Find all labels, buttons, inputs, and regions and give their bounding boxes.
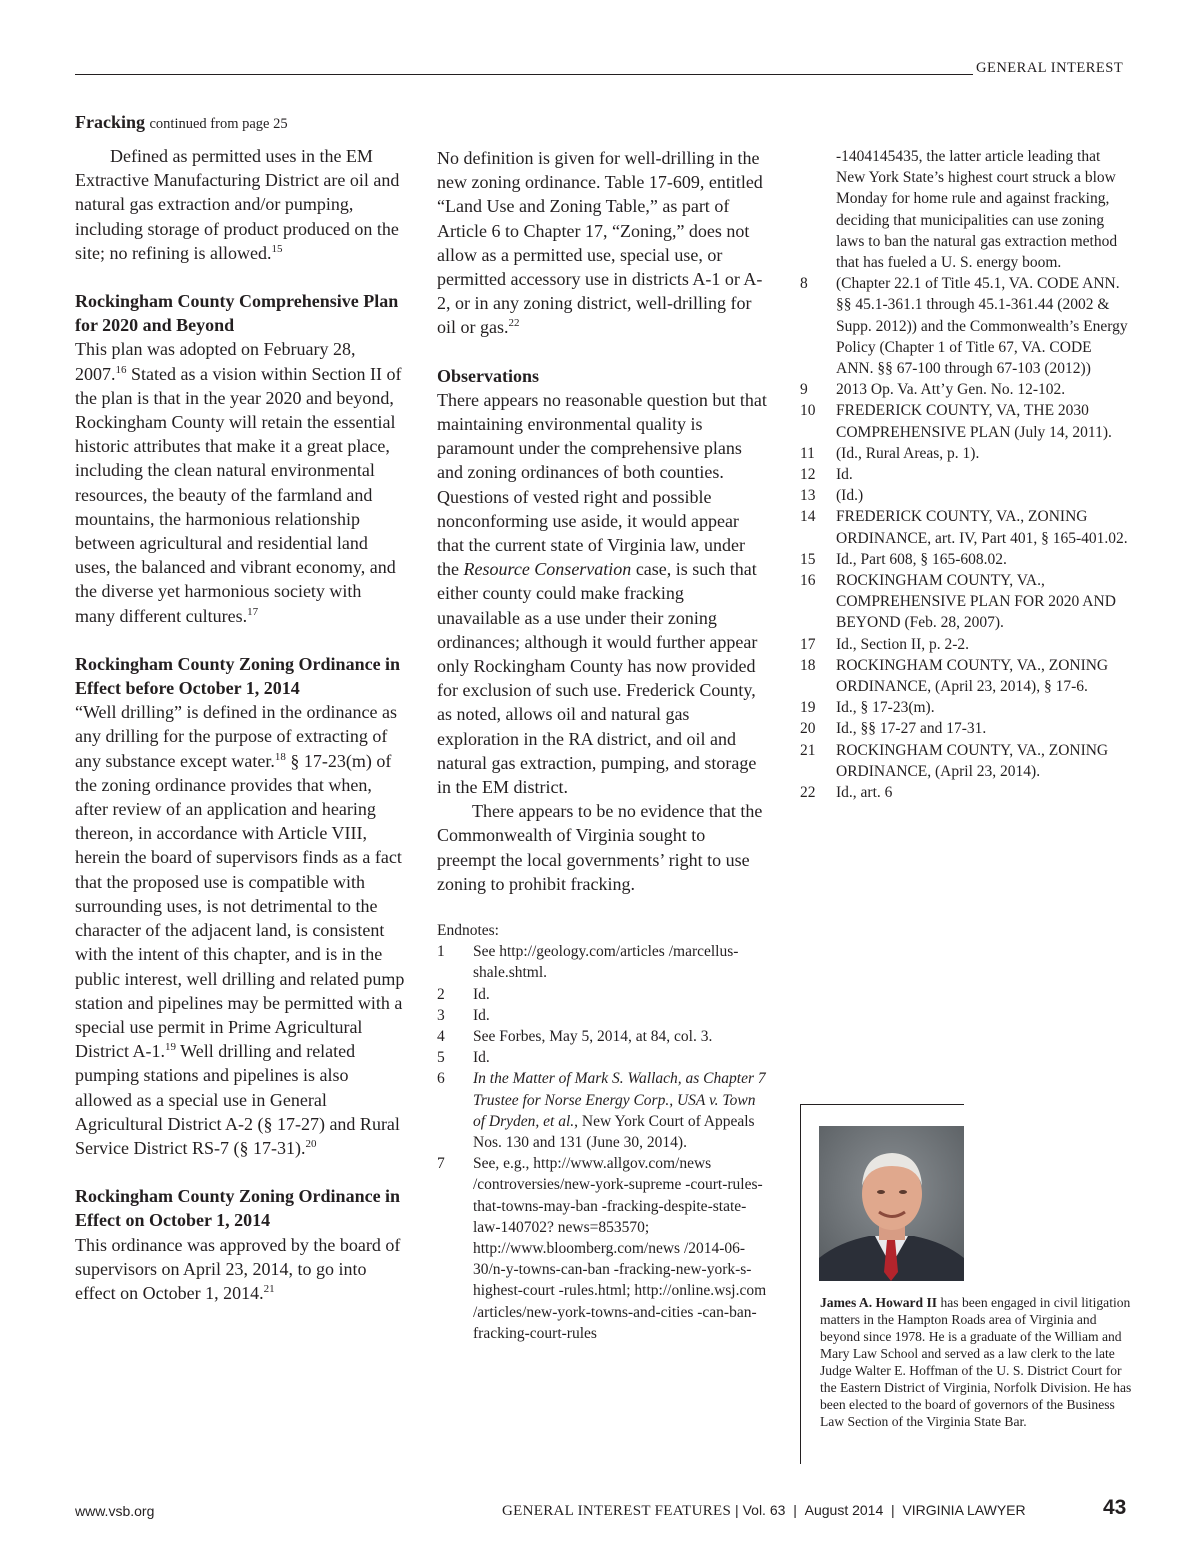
case-name: Resource Conservation [463,559,632,580]
endnote-number: 16 [800,572,816,590]
subheading-zoning-on: Rockingham County Zoning Ordinance in Effect on October 1, 2014 [75,1186,401,1231]
paragraph [437,146,767,340]
endnote-text [473,1068,767,1153]
endnote-continuation: -1404145435, the latter article leading that New York State’s highest court struck a blow Monday for home rule and against fracking, deciding that municipalities can use zoning laws to ban the natural gas extraction method that has fueled a U. S. energy boom. [836,148,1118,272]
paragraph-text: There appears no reasonable question but that maintaining environmental quality is paramount under the comprehensive plans and zoning ordinances of both counties. Questions of vested right and possible nonconforming use aside, it would appear that the current state of Virginia law, under the [437,389,767,580]
endnote [800,379,1130,400]
endnote [800,485,1130,506]
endnote-number: 8 [800,275,808,293]
endnote-text: FREDERICK COUNTY, VA., ZONING ORDINANCE, art. IV, Part 401, § 165-401.02. [836,508,1128,547]
endnote-ref: 18 [274,750,286,763]
endnote-text: Id., art. 6 [836,784,893,802]
endnote [800,697,1130,718]
section-label: GENERAL INTEREST [976,60,1124,76]
endnote-text: See, e.g., http://www.allgov.com/news /controversies/new-york-supreme -court-rules-that-towns-may-ban -fracking-despite-state-law-140702? news=853570; http://www.bloomberg.com/news /2014-06-30/n-y-towns-can-ban -fracking-new-york-s-highest-court -rules.html; http://online.wsj.com /articles/new-york-towns-and-cities -can-ban-fracking-court-rules [473,1155,767,1342]
endnote-ref: 22 [508,317,520,330]
paragraph [75,1233,405,1306]
endnote-number: 13 [800,487,816,505]
header-rule [75,74,973,75]
endnotes-list [800,273,1130,803]
endnote [437,1068,767,1153]
endnote-text: See Forbes, May 5, 2014, at 84, col. 3. [473,1027,713,1045]
endnote-text: (Id., Rural Areas, p. 1). [836,444,980,462]
endnote-number: 19 [800,699,816,717]
endnote-text: 2013 Op. Va. Att’y Gen. No. 12-102. [836,381,1066,399]
endnote-text: FREDERICK COUNTY, VA, THE 2030 COMPREHENSIVE PLAN (July 14, 2011). [836,402,1112,441]
endnote-text: Id., §§ 17-27 and 17-31. [836,720,987,738]
endnote [437,1026,767,1047]
endnote-text: Id., Section II, p. 2-2. [836,635,970,653]
continued-line [75,110,405,136]
bio-side-rule [800,1104,801,1464]
endnote-text: Id. [473,1049,490,1067]
endnote-number: 11 [800,444,815,462]
endnote-number: 1 [437,943,445,961]
endnote-text: Id. [473,985,490,1003]
endnote-number: 6 [437,1070,445,1088]
case-name: In the Matter of Mark S. Wallach, as Chapter 7 Trustee for Norse Energy Corp., USA v. Town of Dryden, et al. [473,1070,766,1130]
endnote [437,984,767,1005]
endnote-ref: 20 [305,1137,317,1150]
endnote [437,1153,767,1344]
endnote-number: 18 [800,656,816,674]
paragraph: There appears to be no evidence that the Commonwealth of Virginia sought to preempt the local governments’ right to use zoning to prohibit fracking. [437,801,763,894]
footer-section: GENERAL INTEREST FEATURES [502,1503,732,1519]
endnote-ref: 15 [271,242,283,255]
endnote-text: ROCKINGHAM COUNTY, VA., ZONING ORDINANCE, (April 23, 2014), § 17-6. [836,656,1109,696]
endnote [800,782,1130,803]
author-photo [819,1126,964,1281]
endnote-number: 12 [800,466,816,484]
endnote-number: 7 [437,1155,445,1173]
author-bio-text: has been engaged in civil litigation matters in the Hampton Roads area of Virginia and beyond since 1978. He is a graduate of the William and Mary Law School and served as a law clerk to the late Judge Walter E. Hoffman of the U. S. District Court for the Eastern District of Virginia, Norfolk Division. He has been elected to the board of governors of the Business Law Section of the Virginia State Bar. [820,1295,1132,1429]
author-name: James A. Howard II [820,1295,938,1310]
endnote-number: 3 [437,1006,445,1024]
endnotes-list [437,941,767,1344]
paragraph-text: No definition is given for well-drilling in the new zoning ordinance. Table 17-609, entitled “Land Use and Zoning Table,” as part of Article 6 to Chapter 17, “Zoning,” does not allow as a permitted use, special use, or permitted accessory use in districts A-1 or A-2, or in any zoning district, well-drilling for oil or gas. [437,148,763,338]
paragraph [437,388,767,799]
endnote-text: Id., Part 608, § 165-608.02. [836,550,1007,568]
endnote [800,443,1130,464]
endnote [800,718,1130,739]
footer-publication-line: GENERAL INTEREST FEATURES | Vol. 63 | August 2014 | VIRGINIA LAWYER [502,1502,1026,1519]
endnote [800,464,1130,485]
endnote-number: 2 [437,985,445,1003]
endnote [800,655,1130,697]
footer-url[interactable]: www.vsb.org [75,1503,155,1519]
endnote [800,549,1130,570]
paragraph-text: Defined as permitted uses in the EM Extractive Manufacturing District are oil and natural gas extraction and/or pumping, including storage of product produced on the site; no refining is allowed. [75,146,400,263]
paragraph-text: This ordinance was approved by the board of supervisors on April 23, 2014, to go into effect on October 1, 2014. [75,1234,401,1303]
footer-magazine: VIRGINIA LAWYER [902,1502,1026,1518]
endnote [800,740,1130,782]
endnote [800,634,1130,655]
endnote-text: (Chapter 22.1 of Title 45.1, VA. CODE ANN. §§ 45.1-361.1 through 45.1-361.44 (2002 & Supp. 2012)) and the Commonwealth’s Energy Policy (Chapter 1 of Title 67, VA. CODE ANN. §§ 67-100 through 67-103 (2012)) [836,275,1128,378]
endnote-ref: 16 [115,363,127,376]
paragraph-text: case, is such that either county could make fracking unavailable as a use under their zoning ordinances; although it would further appear only Rockingham County has now provided for exclusion of such use. Frederick County, as noted, allows oil and natural gas exploration in the RA district, and oil and natural gas extraction, pumping, and storage in the EM district. [437,559,758,798]
footer-date: August 2014 [804,1502,884,1518]
column-2 [437,146,767,1344]
endnote-number: 17 [800,635,816,653]
endnote-text: ROCKINGHAM COUNTY, VA., ZONING ORDINANCE, (April 23, 2014). [836,741,1109,780]
endnote-text: ROCKINGHAM COUNTY, VA., COMPREHENSIVE PLAN FOR 2020 AND BEYOND (Feb. 28, 2007). [836,572,1116,632]
subheading-observations: Observations [437,365,540,386]
paragraph [75,144,405,265]
paragraph-text: § 17-23(m) of the zoning ordinance provides that when, after review of an application and hearing thereon, in accordance with Article VIII, herein the board of supervisors finds as a fact that the proposed use is compatible with surrounding uses, is not detrimental to the character of the adjacent land, is consistent with the intent of this chapter, and is in the public interest, well drilling and related pump station and pipelines may be permitted with a special use permit in Prime Agricultural District A-1. [75,750,405,1062]
author-bio [820,1294,1136,1430]
paragraph [75,337,405,627]
endnote-number: 21 [800,741,816,759]
page-number: 43 [1103,1496,1127,1519]
endnote-ref: 19 [165,1041,176,1054]
portrait-illustration [819,1126,964,1281]
paragraph [75,700,405,1160]
endnote-number: 20 [800,720,816,738]
endnote-number: 22 [800,784,816,802]
footer-volume: Vol. 63 [742,1502,786,1518]
endnote [437,1047,767,1068]
endnote [437,1005,767,1026]
endnote [800,273,1130,379]
paragraph-text: “Well drilling” is defined in the ordinance as any drilling for the purpose of extracting of any substance except water. [75,702,397,771]
endnote-text: Id. [473,1006,490,1024]
subheading-zoning-before: Rockingham County Zoning Ordinance in Effect before October 1, 2014 [75,653,401,699]
endnote-number: 14 [800,508,816,526]
endnote-text-rest: , New York Court of Appeals Nos. 130 and 131 (June 30, 2014). [473,1112,755,1151]
column-3 [800,146,1130,803]
endnote [437,941,767,983]
paragraph-text: Stated as a vision within Section II of the plan is that in the year 2020 and beyond, Rockingham County will retain the essential historic attributes that make it a great place, including the clean natural environmental resources, the beauty of the farmland and mountains, the harmonious relationship between agricultural and residential land uses, the balanced and vibrant economy, and the diverse yet harmonious society with many different cultures. [75,363,402,626]
subheading-comprehensive-plan: Rockingham County Comprehensive Plan for 2020 and Beyond [75,291,399,336]
endnote-number: 9 [800,381,808,399]
paragraph-text: Well drilling and related pumping stations and pipelines is also allowed as a special use in General Agricultural District A-2 (§ 17-27) and Rural Service District RS-7 (§ 17-31). [75,1041,400,1158]
endnote-ref: 21 [263,1282,275,1295]
endnote-text: See http://geology.com/articles /marcellus-shale.shtml. [473,943,739,982]
endnote-text: Id. [836,466,853,484]
endnote-text: (Id.) [836,487,864,505]
endnotes-heading: Endnotes: [437,922,499,940]
endnote [800,400,1130,442]
endnote-number: 15 [800,550,816,568]
endnote-number: 10 [800,402,816,420]
endnote-number: 5 [437,1049,445,1067]
endnote-number: 4 [437,1027,445,1045]
column-1 [75,110,405,1305]
continued-note: continued from page 25 [149,116,288,132]
continued-title: Fracking [75,112,145,132]
endnote-ref: 17 [247,605,259,618]
endnote [800,506,1130,548]
bio-rule [800,1104,964,1105]
endnote [800,570,1130,634]
endnote-text: Id., § 17-23(m). [836,699,935,717]
paragraph-text: This plan was adopted on February 28, 2007. [75,339,356,384]
